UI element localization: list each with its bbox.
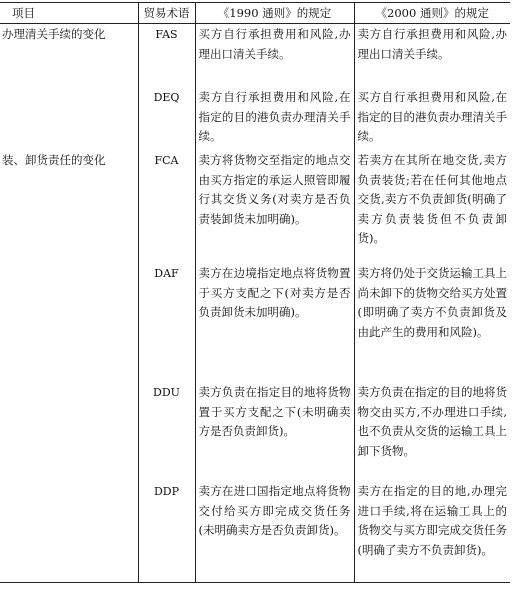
rule-1990-cell: 卖方在进口国指定地点将货物交付给买方即完成交货任务(未明确卖方是否负责卸货)。 [195, 481, 354, 583]
header-rule-1990: 《1990 通则》的规定 [195, 3, 354, 24]
term-cell: FCA [138, 150, 195, 263]
table-row [0, 24, 510, 88]
term-cell: FAS [138, 24, 195, 88]
term-cell: DDP [138, 481, 195, 583]
header-row [0, 3, 510, 24]
table-body [0, 24, 510, 583]
term-cell: DEQ [138, 87, 195, 150]
category-cell: 办理清关手续的变化 [2, 27, 106, 41]
table-row [0, 481, 510, 583]
category-cell [0, 87, 138, 150]
rule-2000-cell: 卖方自行承担费用和风险,办理出口清关手续。 [354, 24, 510, 88]
term-cell: DAF [138, 263, 195, 382]
table-row [0, 382, 510, 481]
term-cell: DDU [138, 382, 195, 481]
rule-2000-cell: 若卖方在其所在地交货,卖方负责装货;若在任何其他地点交货,卖方不负责卸货(明确了卖方负责装货但不负责卸货)。 [354, 150, 510, 263]
header-term: 贸易术语 [138, 3, 195, 24]
table-header [0, 3, 510, 24]
rule-2000-cell: 卖方将仍处于交货运输工具上尚未卸下的货物交给买方处置(即明确了卖方不负责卸货及由此产生的费用和风险)。 [354, 263, 510, 382]
rule-1990-cell: 卖方将货物交至指定的地点交由买方指定的承运人照管即履行其交货义务(对卖方是否负责装卸货未加明确)。 [195, 150, 354, 263]
rule-2000-cell: 卖方负责在指定的目的地将货物交由买方,不办理进口手续,也不负责从交货的运输工具上卸下货物。 [354, 382, 510, 481]
rule-1990-cell: 卖方负责在指定目的地将货物置于买方支配之下(未明确卖方是否负责卸货)。 [195, 382, 354, 481]
header-rule-2000: 《2000 通则》的规定 [354, 3, 510, 24]
header-item: 项目 [0, 3, 138, 24]
category-cell [0, 263, 138, 382]
rule-2000-cell: 买方自行承担费用和风险,在指定的目的港负责办理清关手续。 [354, 87, 510, 150]
table-row [0, 150, 510, 263]
table-row [0, 263, 510, 382]
rule-1990-cell: 卖方在边境指定地点将货物置于买方支配之下(对卖方是否负责卸货未加明确)。 [195, 263, 354, 382]
category-cell: 装、卸货责任的变化 [2, 153, 106, 167]
table-row [0, 87, 510, 150]
category-cell [0, 481, 138, 583]
rule-1990-cell: 买方自行承担费用和风险,办理出口清关手续。 [195, 24, 354, 88]
rule-2000-cell: 卖方在指定的目的地,办理完进口手续,将在运输工具上的货物交与买方即完成交货任务(明确了卖方不负责卸货)。 [354, 481, 510, 583]
incoterms-comparison-table [0, 2, 510, 583]
category-cell [0, 382, 138, 481]
comparison-table-container [0, 2, 510, 583]
rule-1990-cell: 卖方自行承担费用和风险,在指定的目的港负责办理清关手续。 [195, 87, 354, 150]
